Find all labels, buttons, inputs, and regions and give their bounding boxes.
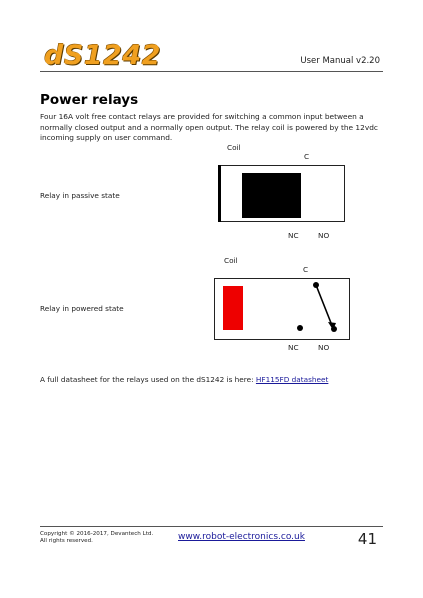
copyright-line-1: Copyright © 2016-2017, Devantech Ltd.: [40, 531, 154, 537]
datasheet-link[interactable]: HF115FD datasheet: [255, 375, 329, 384]
relay-passive-label: Relay in passive state: [40, 191, 120, 200]
header-divider: [40, 71, 383, 72]
datasheet-line: [40, 375, 328, 384]
copyright-line-2: All rights reserved.: [40, 538, 93, 545]
switch-arm-line: [316, 285, 333, 328]
manual-version: User Manual v2.20: [300, 56, 380, 66]
coil-label-passive: Coil: [227, 143, 241, 152]
relay-coil-passive: [242, 173, 301, 218]
no-label-powered: NO: [318, 343, 330, 352]
footer-copyright: [40, 531, 180, 546]
no-terminal-dot: [331, 326, 337, 332]
relay-switch-contact: [214, 278, 350, 340]
nc-label-passive: NC: [288, 231, 299, 240]
relay-powered-label: Relay in powered state: [40, 304, 124, 313]
footer-website-link[interactable]: www.robot-electronics.co.uk: [178, 532, 305, 542]
datasheet-text: A full datasheet for the relays used on the dS1242 is here:: [40, 375, 256, 384]
nc-label-powered: NC: [288, 343, 299, 352]
footer-divider: [40, 526, 383, 527]
c-label-passive: C: [304, 152, 310, 161]
dS1242-logo: dS1242: [44, 40, 161, 71]
nc-terminal-dot: [297, 325, 303, 331]
coil-label-powered: Coil: [224, 256, 238, 265]
relay-passive-edge: [218, 165, 221, 222]
page-number: 41: [357, 530, 377, 548]
no-label-passive: NO: [318, 231, 330, 240]
intro-paragraph: Four 16A volt free contact relays are provided for switching a common input between a normally closed output and a normally open output. The relay coil is powered by the 12vdc incoming supply on user command.: [40, 112, 378, 142]
c-label-powered: C: [303, 265, 309, 274]
section-title: Power relays: [40, 92, 139, 108]
